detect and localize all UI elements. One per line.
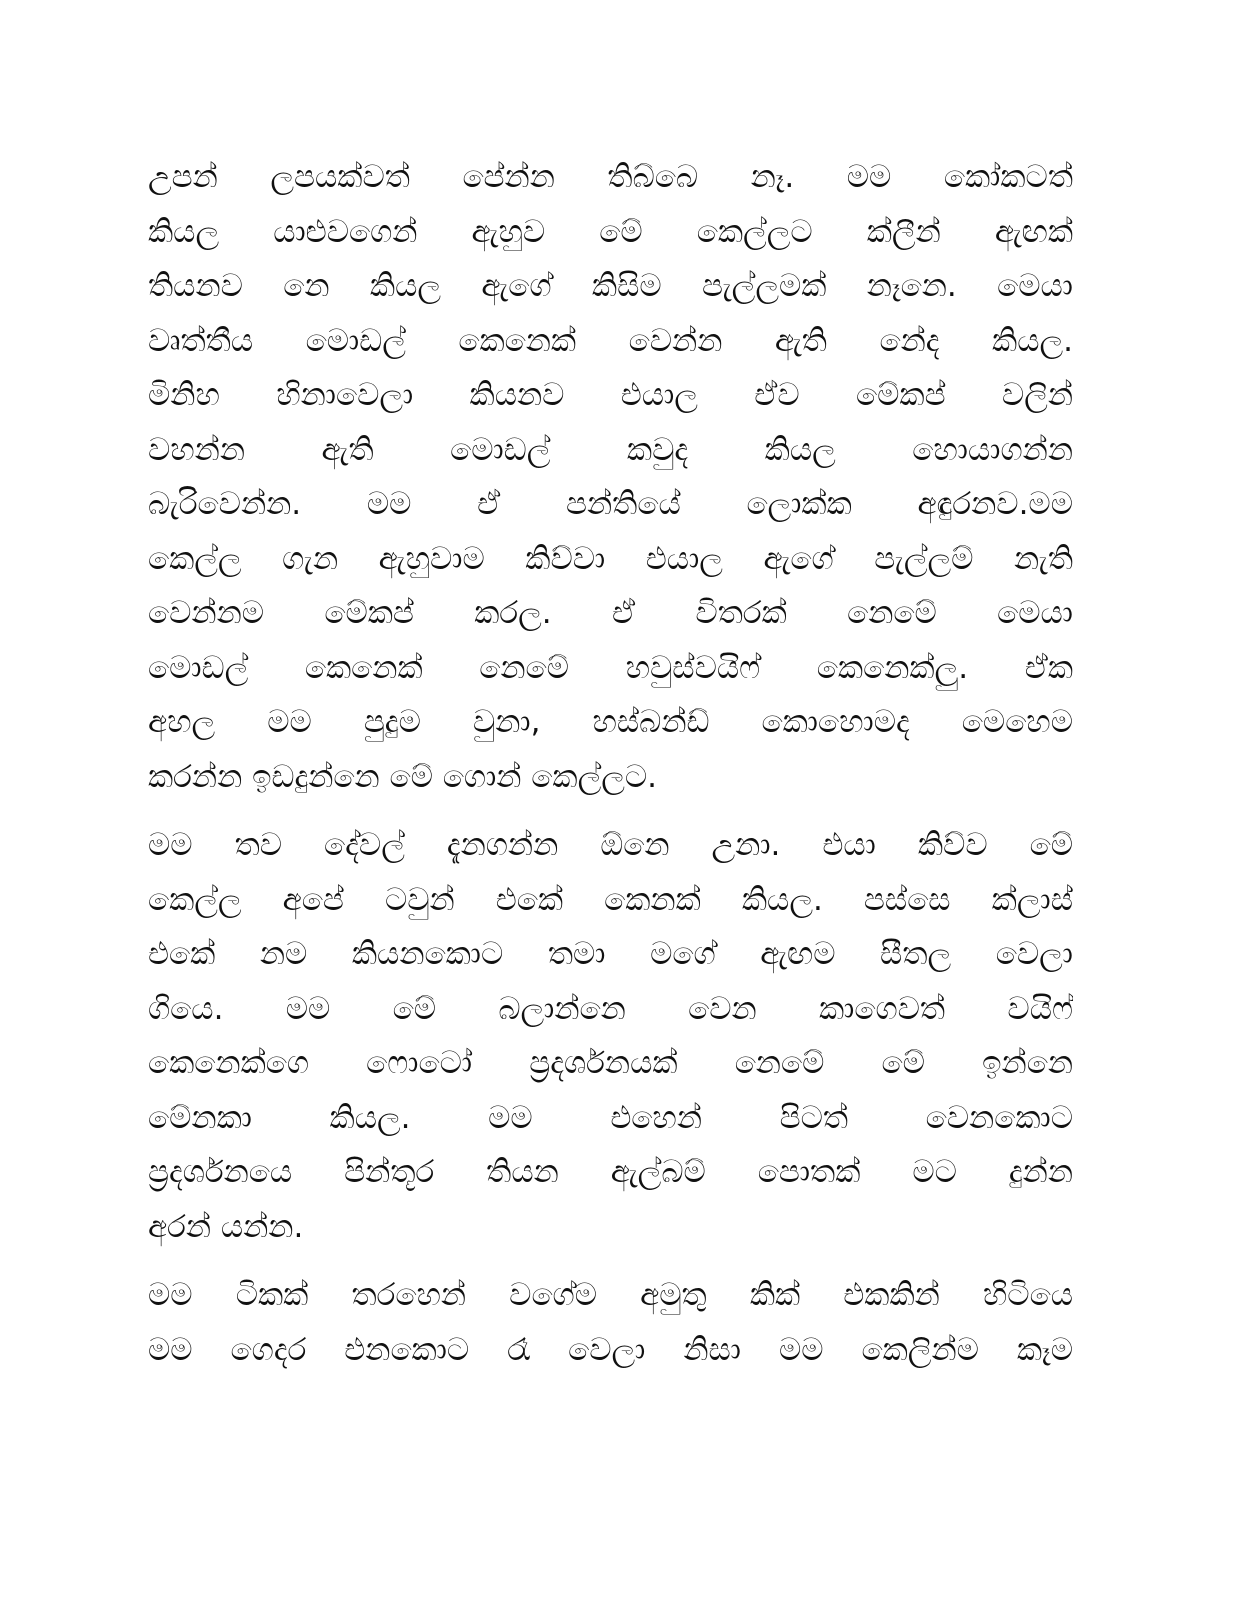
paragraph-3 [148, 1268, 1073, 1377]
text-line: උපන් ලපයක්වත් පේන්න තිබ්බෙ නෑ. මම කෝකටත් [148, 159, 1073, 195]
text-line: මම ටිකක් තරහෙන් වගේම අමුතු කික් එකකින් හිටියෙ [148, 1277, 1073, 1313]
text-line: මේනකා කියල. මම එහෙන් පිටත් වෙනකොට [148, 1099, 1073, 1136]
paragraph-2 [148, 818, 1073, 1254]
text-line: වෘත්තීය මොඩල් කෙනෙක් වෙන්න ඇති නේද කියල. [148, 322, 1073, 359]
text-line: මම ගෙදර එනකොට රෑ වෙලා නිසා මම කෙලින්ම කෑම [148, 1331, 1073, 1368]
body-text [148, 150, 1073, 1377]
text-line: මොඩල් කෙනෙක් නෙමේ හවුස්වයිෆ් කෙනෙක්ලු. ඒක [148, 649, 1073, 686]
text-line: වෙන්නම මේකප් කරල. ඒ විතරක් නෙමේ මෙයා [148, 595, 1073, 631]
text-line: වහන්න ඇති මොඩල් කවුද කියල හොයාගන්න [148, 431, 1073, 468]
text-line: තියනව නෙ කියල ඇගේ කිසිම පැල්ලමක් නෑනෙ. මෙයා [148, 268, 1073, 304]
text-line: මම තව දේවල් දැනගන්න ඕනෙ උනා. එයා කිව්ව මේ [148, 827, 1073, 863]
text-line: අහල මම පුදුම වුනා, හස්බන්ඩ් කොහොමද මෙහෙම [148, 704, 1073, 740]
paragraph-1 [148, 150, 1073, 804]
text-line: කෙනෙක්ගෙ ෆොටෝ ප්‍රදර්ශනයක් නෙමේ මේ ඉන්නෙ [148, 1045, 1073, 1081]
text-line: කෙල්ල ගැන ඇහුවාම කිව්වා එයාල ඇගේ පැල්ලම් නැති [148, 540, 1073, 577]
text-line: එකේ නම කියනකොට තමා මගේ ඇඟම සීතල වෙලා [148, 936, 1073, 972]
text-line: අරන් යන්න. [148, 1208, 304, 1245]
text-line: කියල යාළුවගෙන් ඇහුව මේ කෙල්ලට ක්ලීන් ඇඟක් [148, 213, 1073, 250]
text-line: බැරිවෙන්න. මම ඒ පන්තියේ ලොක්ක අඳුරනව.මම [148, 486, 1073, 522]
text-line: ගියෙ. මම මේ බලාන්නෙ වෙන කාගෙවත් වයිෆ් [148, 990, 1073, 1027]
text-line: කෙල්ල අපේ ටවුන් එකේ කෙනක් කියල. පස්සෙ ක්ලාස් [148, 881, 1073, 918]
text-line: මිනිහ හිනාවෙලා කියනව එයාල ඒව මේකප් වලින් [148, 377, 1073, 413]
text-line: කරන්න ඉඩදුන්නෙ මේ ගොන් කෙල්ලට. [148, 758, 658, 795]
text-line: ප්‍රදර්ශනයෙ පින්තූර තියන ඇල්බම් පොතක් මට දුන්න [148, 1154, 1073, 1190]
